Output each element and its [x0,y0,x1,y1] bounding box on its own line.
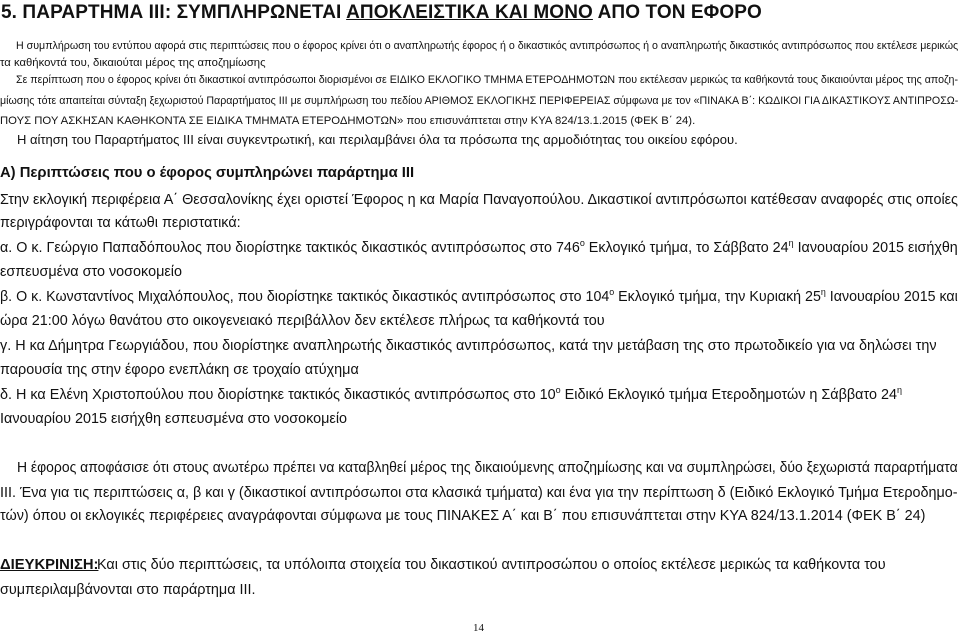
case-c-line-2: παρουσία της στην έφορο ενεπλάκη σε τροχαίο ατύχημα [0,362,359,378]
page-number: 14 [473,622,484,634]
instructions-line-1: Η συμπλήρωση του εντύπου αφορά στις περιπτώσεις που ο έφορος κρίνει ότι ο αναπληρωτής έφορος ή ο δικαστικός αντιπρόσωπος ή ο αναπληρωτής δικαστικός αντιπρόσωπος που εκτέλεσε μερικώς [16,40,959,52]
decision-line-2: ΙΙΙ. Ένα για τις περιπτώσεις α, β και γ (δικαστικοί αντιπρόσωποι στα κλασικά τμήματα) και ένα για την περίπτωση δ (Ειδικό Εκλογικό Τμήμα Ετεροδημο- [0,485,958,501]
case-c-line-1: γ. Η κα Δήμητρα Γεωργιάδου, που διορίστηκε αναπληρωτής δικαστικός αντιπρόσωπος, κατά την μετάβαση της στο πρωτοδικείο για να δηλώσει την [0,338,937,354]
instructions-line-4: μίωσης τότε απαιτείται σύνταξη ξεχωριστού Παραρτήματος ΙΙΙ με συμπλήρωση του πεδίου ΑΡΙΘΜΟΣ ΕΚΛΟΓΙΚΗΣ ΠΕΡΙΦΕΡΕΙΑΣ σύμφωνα με τον «ΠΙΝΑΚΑ Β΄: ΚΩΔΙΚΟΙ ΓΙΑ ΔΙΚΑΣΤΙΚΟΥΣ ΑΝΤΙΠΡΟΣΩ- [0,95,959,107]
section-a-intro-2: περιγράφονται τα κάτωθι περιστατικά: [0,215,241,231]
instructions-line-5: ΠΟΥΣ ΠΟΥ ΑΣΚΗΣΑΝ ΚΑΘΗΚΟΝΤΑ ΣΕ ΕΙΔΙΚΑ ΤΜΗΜΑΤΑ ΕΤΕΡΟΔΗΜΟΤΩΝ» που επισυνάπτεται στην ΚΥΑ 824/13.1.2015 (ΦΕΚ Β΄ 24). [0,115,696,127]
decision-line-1: Η έφορος αποφάσισε ότι στους ανωτέρω πρέπει να καταβληθεί μέρος της δικαιούμενης αποζημίωσης και να συμπληρώσει, δύο ξεχωριστά παραρτήματα [17,460,958,476]
clarification-heading: ΔΙΕΥΚΡΙΝΙΣΗ: [0,557,99,573]
page-title [1,2,762,24]
case-d-line-2: Ιανουαρίου 2015 εισήχθη εσπευσμένα στο νοσοκομείο [0,411,348,427]
instructions-line-2: τα καθήκοντά του, δικαιούται μέρος της αποζημίωσης [0,57,266,69]
title-suffix: ΑΠΟ ΤΟΝ ΕΦΟΡΟ [592,2,762,23]
clarification-line-1: Και στις δύο περιπτώσεις, τα υπόλοιπα στοιχεία του δικαστικού αντιπροσώπου ο οποίος εκτέλεσε μερικώς τα καθήκοντα του [97,557,886,573]
clarification-line-2: συμπεριλαμβάνονται στο παράρτημα ΙΙΙ. [0,582,256,598]
title-underlined: ΑΠΟΚΛΕΙΣΤΙΚΑ ΚΑΙ ΜΟΝΟ [346,2,593,23]
case-a-line-1: α. Ο κ. Γεώργιο Παπαδόπουλος που διορίστηκε τακτικός δικαστικός αντιπρόσωπος στο $746^o$ Εκλογικό τμήμα, το Σάββατο $24^\eta$ Ιανουαρίου 2015 εισήχθη [0,238,958,256]
title-prefix: 5. ΠΑΡΑΡΤΗΜΑ ΙΙΙ: ΣΥΜΠΛΗΡΩΝΕΤΑΙ [1,2,347,23]
instructions-line-3: Σε περίπτωση που ο έφορος κρίνει ότι δικαστικοί αντιπρόσωποι διορισμένοι σε ΕΙΔΙΚΟ ΕΚΛΟΓΙΚΟ ΤΜΗΜΑ ΕΤΕΡΟΔΗΜΟΤΩΝ που εκτέλεσαν μερικώς τα καθήκοντά τους δικαιούνται μέρος της αποζη- [16,74,959,86]
case-d-line-1: δ. Η κα Ελένη Χριστοπούλου που διορίστηκε τακτικός δικαστικός αντιπρόσωπος στο $10^o$ Ειδικό Εκλογικό τμήμα Ετεροδημοτών η Σάββατο $24^\eta$ [0,385,902,403]
section-a-heading: Α) Περιπτώσεις που ο έφορος συμπληρώνει παράρτημα ΙΙΙ [0,165,415,181]
instructions-line-6: Η αίτηση του Παραρτήματος ΙΙΙ είναι συγκεντρωτική, και περιλαμβάνει όλα τα πρόσωπα της αρμοδιότητας του οικείου εφόρου. [17,132,738,147]
decision-line-3: τών) όπου οι εκλογικές περιφέρειες αναγράφονται σύμφωνα με τους ΠΙΝΑΚΕΣ Α΄ και Β΄ που επισυνάπτεται στην ΚΥΑ 824/13.1.2014 (ΦΕΚ Β΄ 24) [0,508,926,524]
case-a-line-2: εσπευσμένα στο νοσοκομείο [0,264,182,280]
case-b-line-2: ώρα 21:00 λόγω θανάτου στο οικογενειακό περιβάλλον δεν εκτέλεσε πλήρως τα καθήκοντά του [0,313,605,329]
case-b-line-1: β. Ο κ. Κωνσταντίνος Μιχαλόπουλος, που διορίστηκε τακτικός δικαστικός αντιπρόσωπος στο $104^o$ Εκλογικό τμήμα, την Κυριακή $25^\eta$ Ιανουαρίου 2015 και [0,287,958,305]
section-a-intro-1: Στην εκλογική περιφέρεια Α΄ Θεσσαλονίκης έχει οριστεί Έφορος η κα Μαρία Παναγοπούλου. Δικαστικοί αντιπρόσωποι κατέθεσαν αναφορές στις οποίες [0,192,958,208]
